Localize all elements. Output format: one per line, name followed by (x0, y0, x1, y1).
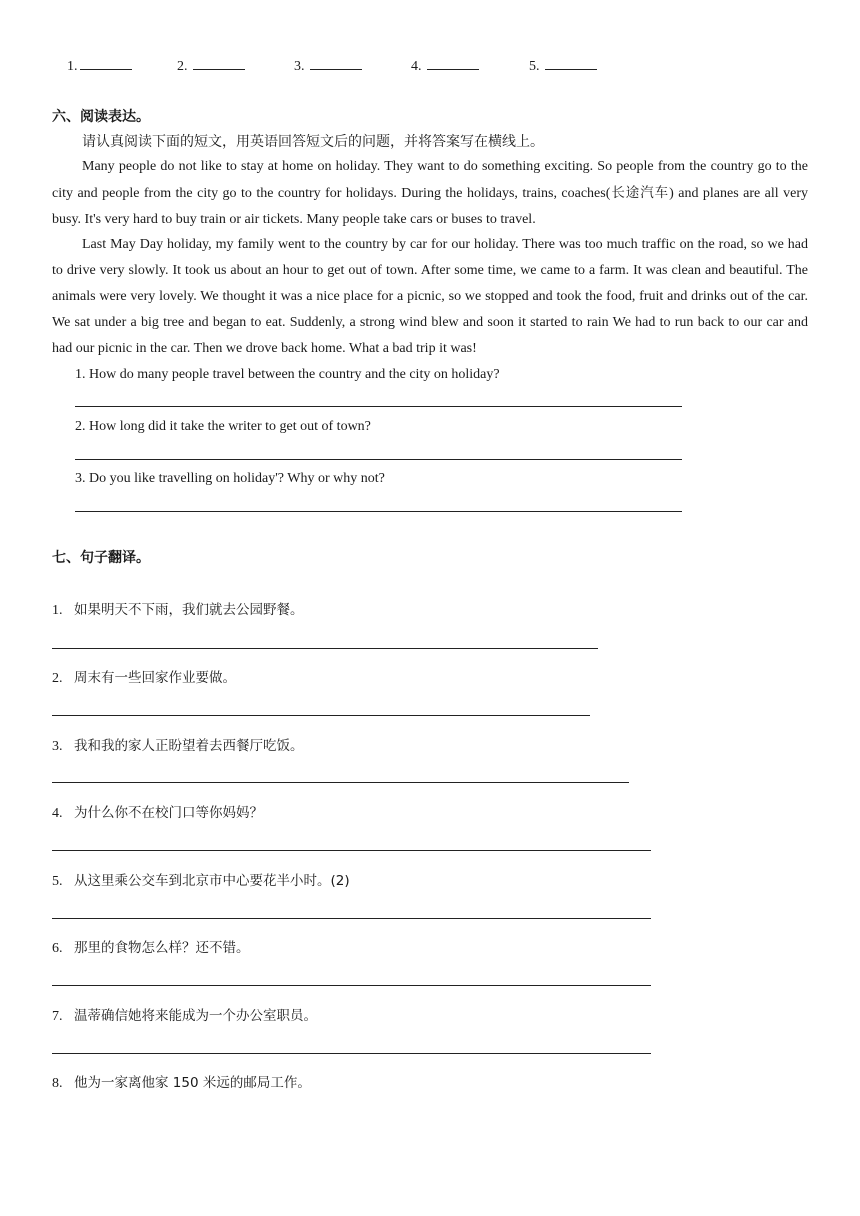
blank-3[interactable] (294, 56, 362, 75)
reading-question-3: 3. Do you like travelling on holiday'? Why or why not? (75, 471, 385, 486)
blank-label: 3. (294, 59, 305, 74)
reading-question-2: 2. How long did it take the writer to get out of town? (75, 419, 371, 434)
blank-label: 5. (529, 59, 540, 74)
blank-label: 2. (177, 59, 188, 74)
blank-2[interactable] (177, 56, 245, 75)
translation-item-6: 6. 那里的食物怎么样？还不错。 (52, 940, 250, 956)
blank-5[interactable] (529, 56, 597, 75)
section-7-heading: 七、句子翻译。 (52, 550, 150, 566)
translation-answer-line-3[interactable] (52, 782, 629, 783)
blank-4[interactable] (411, 56, 479, 75)
passage-paragraph-1: Many people do not like to stay at home on holiday. They want to do something exciting. So people from the country go to the city and people from the city go to the country for holidays. During the holidays, trains, coaches(长途汽车) and planes are all very busy. It's very hard to buy train or air tickets. Many people take cars or buses to travel. (52, 159, 809, 227)
reading-answer-line-2[interactable] (75, 459, 682, 460)
section-6-heading: 六、阅读表达。 (52, 109, 150, 125)
translation-answer-line-5[interactable] (52, 918, 651, 919)
translation-answer-line-2[interactable] (52, 715, 590, 716)
blank-label: 1. (67, 59, 78, 74)
translation-item-8: 8. 他为一家离他家 150 米远的邮局工作。 (52, 1075, 311, 1091)
section-6-instruction: 请认真阅读下面的短文，用英语回答短文后的问题，并将答案写在横线上。 (82, 134, 544, 150)
translation-answer-line-1[interactable] (52, 648, 598, 649)
translation-item-1: 1. 如果明天不下雨，我们就去公园野餐。 (52, 602, 304, 618)
translation-answer-line-7[interactable] (52, 1053, 651, 1054)
reading-answer-line-3[interactable] (75, 511, 682, 512)
reading-question-1: 1. How do many people travel between the country and the city on holiday? (75, 367, 500, 382)
translation-answer-line-4[interactable] (52, 850, 651, 851)
translation-answer-line-6[interactable] (52, 985, 651, 986)
passage-paragraph-2: Last May Day holiday, my family went to the country by car for our holiday. There was too much traffic on the road, so we had to drive very slowly. It took us about an hour to get out of town. After some time, we came to a farm. It was clean and beautiful. The animals were very lovely. We thought it was a nice place for a picnic, so we stopped and took the food, fruit and drinks out of the car. We sat under a big tree and began to eat. Suddenly, a strong wind blew and soon it started to rain We had to run back to our car and had our picnic in the car. Then we drove back home. What a bad trip it was! (52, 237, 808, 356)
blank-label: 4. (411, 59, 422, 74)
reading-answer-line-1[interactable] (75, 406, 682, 407)
blank-1[interactable] (67, 56, 132, 75)
translation-item-5: 5. 从这里乘公交车到北京市中心要花半小时。(2) (52, 873, 350, 889)
translation-item-3: 3. 我和我的家人正盼望着去西餐厅吃饭。 (52, 738, 304, 754)
translation-item-2: 2. 周末有一些回家作业要做。 (52, 670, 236, 686)
translation-item-4: 4. 为什么你不在校门口等你妈妈？ (52, 805, 263, 821)
translation-item-7: 7. 温蒂确信她将来能成为一个办公室职员。 (52, 1008, 317, 1024)
